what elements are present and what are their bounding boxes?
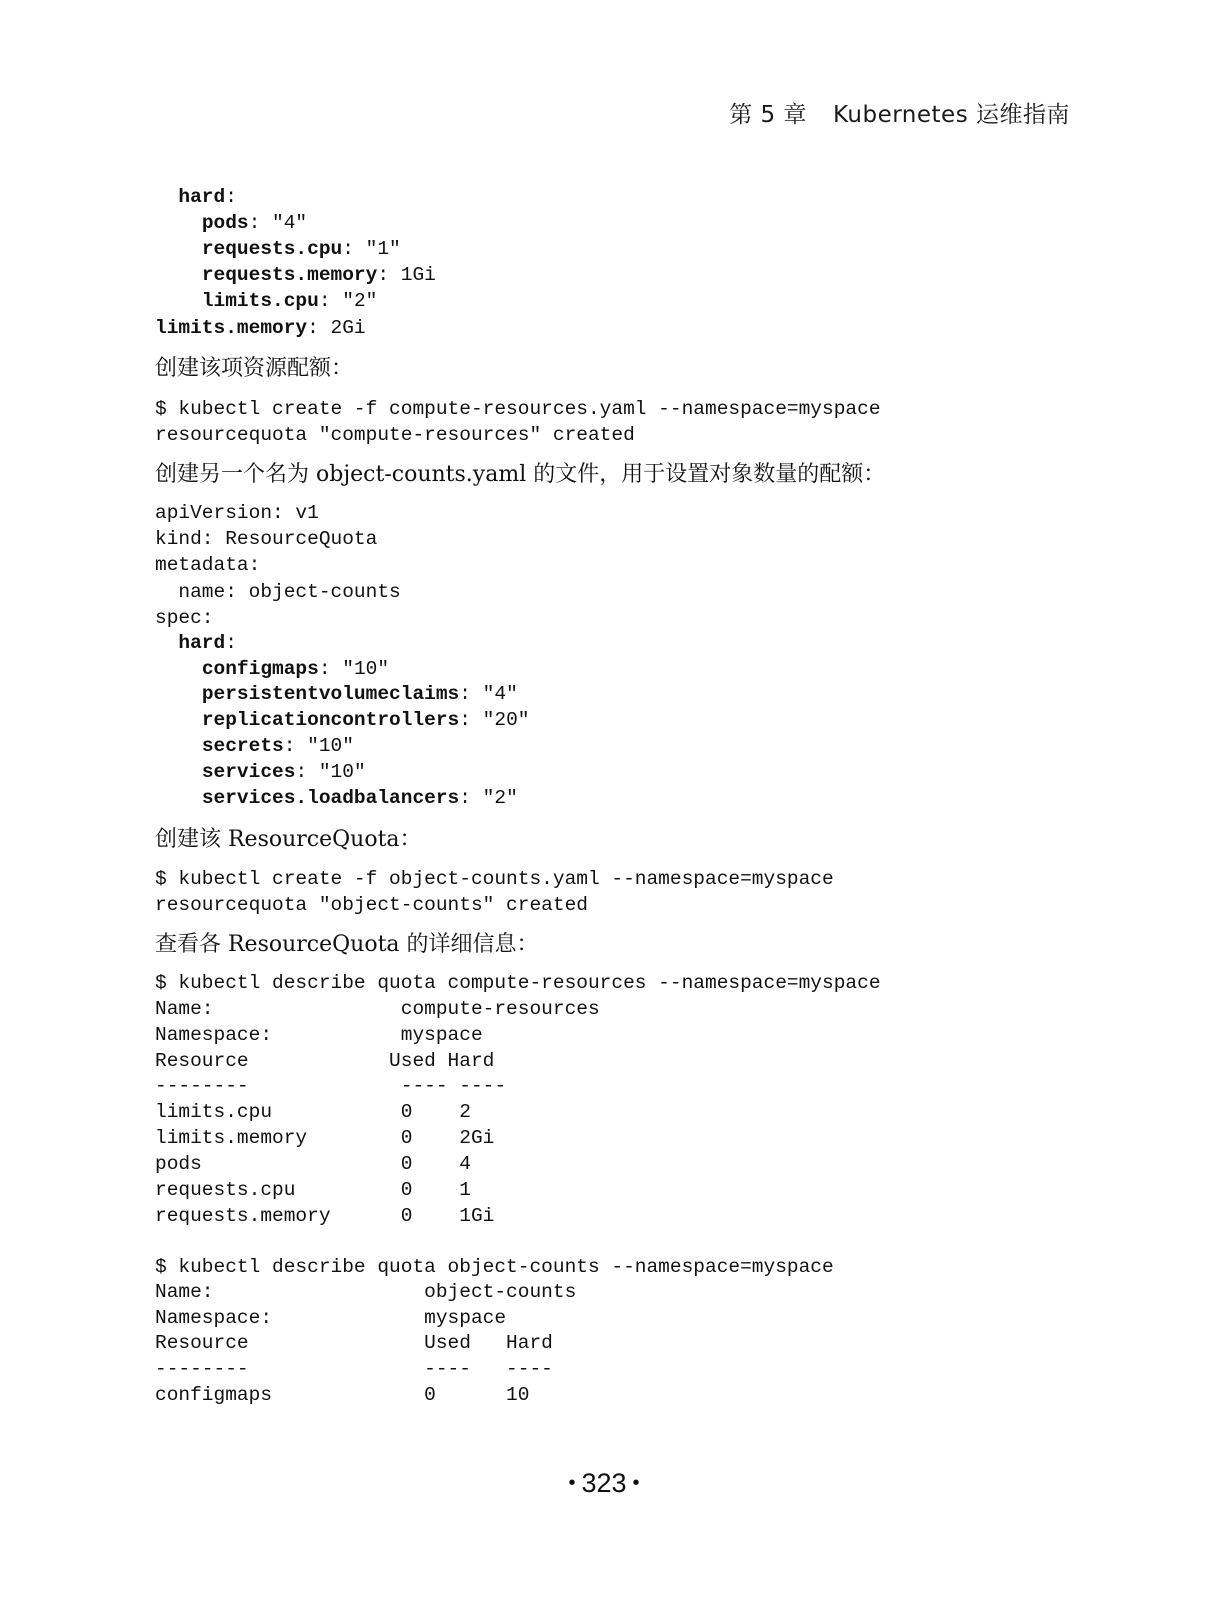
running-header [729, 96, 1070, 129]
paragraph: 创建另一个名为 object-counts.yaml 的文件，用于设置对象数量的配额： [155, 462, 886, 487]
chapter-title: Kubernetes 运维指南 [832, 102, 1070, 128]
paragraph: 创建该项资源配额： [155, 356, 354, 381]
code-line: limits.memory: 2Gi [155, 317, 366, 339]
code-line: configmaps: "10" [201, 658, 390, 680]
code-line: $ kubectl describe quota object-counts --namespace=myspace [155, 1256, 834, 1278]
chapter-label: 第 5 章 [729, 102, 807, 128]
code-line: Namespace: myspace [155, 1307, 507, 1329]
paragraph: 查看各 ResourceQuota 的详细信息： [155, 932, 539, 957]
code-line: Namespace: myspace [155, 1024, 483, 1046]
code-line: configmaps 0 10 [155, 1384, 530, 1406]
code-line: Name: object-counts [155, 1281, 577, 1303]
code-line: -------- ---- ---- [155, 1075, 507, 1097]
code-line: hard: [178, 632, 237, 654]
page-footer [0, 1468, 1208, 1499]
code-line: requests.cpu 0 1 [155, 1179, 471, 1201]
code-line: services.loadbalancers: "2" [201, 787, 518, 809]
code-line: resourcequota "object-counts" created [155, 894, 588, 916]
code-line: replicationcontrollers: "20" [201, 709, 530, 731]
page-number: 323 [581, 1468, 627, 1498]
code-line: $ kubectl create -f object-counts.yaml --namespace=myspace [155, 868, 834, 890]
code-line: resourcequota "compute-resources" created [155, 424, 635, 446]
code-line: metadata: [155, 554, 261, 576]
code-line: pods 0 4 [155, 1153, 471, 1175]
code-line: limits.cpu 0 2 [155, 1101, 471, 1123]
bullet-icon: • [632, 1472, 640, 1494]
code-line: services: "10" [201, 761, 366, 783]
code-line: kind: ResourceQuota [155, 528, 378, 550]
code-line: pods: "4" [201, 212, 308, 234]
paragraph: 创建该 ResourceQuota： [155, 827, 422, 852]
code-line: $ kubectl create -f compute-resources.yaml --namespace=myspace [155, 398, 881, 420]
code-line: requests.memory 0 1Gi [155, 1205, 495, 1227]
code-line: limits.memory 0 2Gi [155, 1127, 495, 1149]
code-line: Name: compute-resources [155, 998, 600, 1020]
code-line: hard: [178, 186, 237, 208]
code-line: requests.cpu: "1" [201, 238, 401, 260]
code-line: apiVersion: v1 [155, 502, 319, 524]
code-line: name: object-counts [155, 581, 401, 603]
code-line: Resource Used Hard [155, 1050, 495, 1072]
code-line: limits.cpu: "2" [201, 290, 378, 312]
code-line: -------- ---- ---- [155, 1358, 553, 1380]
code-line: persistentvolumeclaims: "4" [201, 683, 518, 705]
code-line: Resource Used Hard [155, 1332, 553, 1354]
code-line: requests.memory: 1Gi [201, 264, 436, 286]
bullet-icon: • [568, 1472, 576, 1494]
code-line: secrets: "10" [201, 735, 354, 757]
code-line: $ kubectl describe quota compute-resources --namespace=myspace [155, 972, 881, 994]
code-line: spec: [155, 607, 214, 629]
